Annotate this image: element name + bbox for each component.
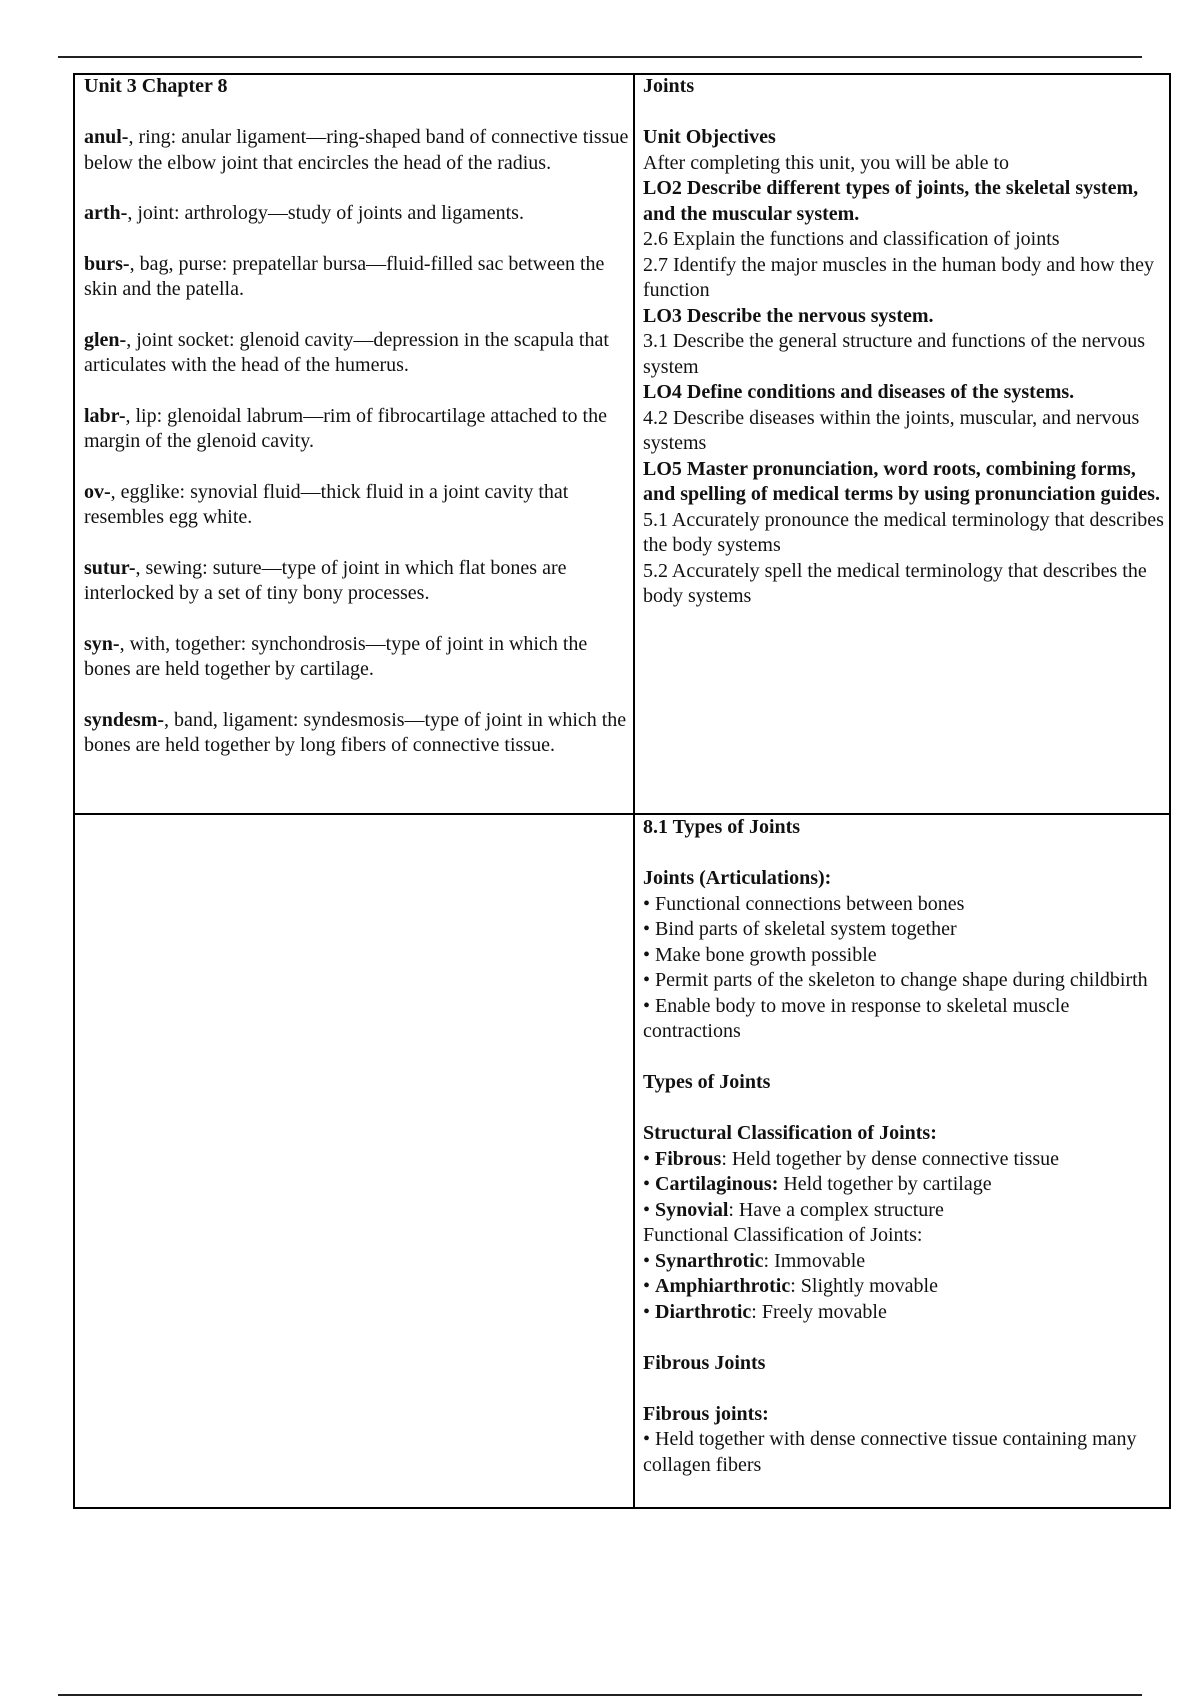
bullet-term: Cartilaginous:	[655, 1173, 779, 1195]
section-title: 8.1 Types of Joints	[643, 816, 801, 838]
glossary-entry	[84, 252, 630, 303]
bullet-term: Diarthrotic	[655, 1300, 752, 1323]
word-definition: , ring: anular ligament—ring-shaped band of connective tissue below the elbow joint that encircles the head of the radius.	[84, 126, 629, 174]
bullet-desc: : Have a complex structure	[728, 1198, 944, 1221]
objective-item: 2.6 Explain the functions and classification of joints	[643, 228, 1060, 250]
word-definition: , joint socket: glenoid cavity—depression in the scapula that articulates with the head of the humerus.	[84, 328, 609, 376]
types-heading: Types of Joints	[643, 1071, 771, 1093]
bullet-desc: : Immovable	[763, 1249, 866, 1272]
objective-lo3: LO3 Describe the nervous system.	[643, 304, 934, 327]
objectives-intro: After completing this unit, you will be able to	[643, 151, 1010, 174]
word-root: arth-	[84, 202, 128, 224]
word-root: glen-	[84, 328, 127, 351]
bullet-term: Amphiarthrotic	[655, 1275, 791, 1297]
word-root: syndesm-	[84, 708, 165, 731]
word-root: sutur-	[84, 556, 136, 579]
column-divider	[633, 73, 635, 1509]
bullet-desc: : Held together by dense connective tissue	[721, 1147, 1060, 1170]
types-of-joints-cell	[643, 815, 1165, 1507]
objective-lo5: LO5 Master pronunciation, word roots, combining forms, and spelling of medical terms by using pronunciation guides.	[643, 457, 1160, 505]
word-definition: , joint: arthrology—study of joints and ligaments.	[127, 202, 524, 224]
bullet-item: • Held together with dense connective tissue containing many collagen fibers	[643, 1428, 1137, 1476]
glossary-entry	[84, 125, 630, 176]
objective-lo4: LO4 Define conditions and diseases of the systems.	[643, 381, 1075, 403]
word-definition: , lip: glenoidal labrum—rim of fibrocartilage attached to the margin of the glenoid cavity.	[84, 404, 607, 452]
objective-lo2: LO2 Describe different types of joints, the skeletal system, and the muscular system.	[643, 177, 1139, 225]
word-root: burs-	[84, 252, 130, 275]
bullet-item: • Cartilaginous: Held together by cartilage	[643, 1173, 992, 1195]
bullet-term: Synovial	[655, 1198, 729, 1221]
bullet-item: • Bind parts of skeletal system together	[643, 918, 957, 940]
objective-item: 4.2 Describe diseases within the joints, muscular, and nervous systems	[643, 406, 1140, 454]
objective-item: 2.7 Identify the major muscles in the human body and how they function	[643, 253, 1155, 301]
glossary-entry	[84, 556, 630, 607]
objective-item: 5.2 Accurately spell the medical terminology that describes the body systems	[643, 559, 1147, 607]
fibrous-heading: Fibrous Joints	[643, 1351, 766, 1374]
bullet-term: Fibrous	[655, 1147, 722, 1170]
bullet-item: • Enable body to move in response to skeletal muscle contractions	[643, 994, 1070, 1042]
word-root: labr-	[84, 404, 126, 427]
bullet-item: • Diarthrotic: Freely movable	[643, 1300, 887, 1323]
empty-cell	[84, 815, 630, 1507]
bullet-term: Synarthrotic	[655, 1249, 764, 1272]
word-root: syn-	[84, 632, 120, 655]
bottom-rule	[58, 1694, 1142, 1696]
fibrous-subheading: Fibrous joints:	[643, 1402, 769, 1425]
top-rule	[58, 56, 1142, 58]
glossary-entry	[84, 201, 630, 227]
glossary-entry	[84, 708, 630, 759]
glossary-list	[84, 125, 630, 759]
functional-heading: Functional Classification of Joints:	[643, 1224, 923, 1246]
bullet-item: • Make bone growth possible	[643, 943, 877, 966]
word-definition: , egglike: synovial fluid—thick fluid in a joint cavity that resembles egg white.	[84, 480, 569, 528]
bullet-item: • Synarthrotic: Immovable	[643, 1249, 866, 1272]
objectives-heading: Unit Objectives	[643, 126, 776, 148]
objective-item: 3.1 Describe the general structure and functions of the nervous system	[643, 330, 1146, 378]
glossary-cell	[84, 74, 630, 812]
chapter-topic-title: Joints	[643, 75, 695, 97]
bullet-item: • Permit parts of the skeleton to change shape during childbirth	[643, 969, 1148, 991]
bullet-item: • Synovial: Have a complex structure	[643, 1198, 944, 1221]
word-definition: , sewing: suture—type of joint in which flat bones are interlocked by a set of tiny bony processes.	[84, 556, 567, 604]
bullet-desc: : Slightly movable	[790, 1275, 938, 1297]
glossary-entry	[84, 632, 630, 683]
bullet-desc: : Freely movable	[751, 1300, 887, 1323]
bullet-item: • Amphiarthrotic: Slightly movable	[643, 1275, 938, 1297]
glossary-entry	[84, 480, 630, 531]
objective-item: 5.1 Accurately pronounce the medical terminology that describes the body systems	[643, 508, 1164, 556]
unit-chapter-title: Unit 3 Chapter 8	[84, 75, 228, 97]
word-definition: , band, ligament: syndesmosis—type of joint in which the bones are held together by long fibers of connective tissue.	[84, 708, 627, 756]
structural-heading: Structural Classification of Joints:	[643, 1122, 937, 1144]
bullet-desc: Held together by cartilage	[778, 1173, 992, 1195]
bullet-item: • Functional connections between bones	[643, 892, 965, 915]
word-definition: , with, together: synchondrosis—type of joint in which the bones are held together by cartilage.	[84, 632, 588, 680]
word-definition: , bag, purse: prepatellar bursa—fluid-filled sac between the skin and the patella.	[84, 252, 605, 300]
bullet-item: • Fibrous: Held together by dense connective tissue	[643, 1147, 1060, 1170]
word-root: ov-	[84, 480, 111, 503]
articulations-heading: Joints (Articulations):	[643, 867, 832, 889]
glossary-entry	[84, 328, 630, 379]
objectives-cell	[643, 74, 1165, 812]
word-root: anul-	[84, 126, 129, 148]
glossary-entry	[84, 404, 630, 455]
